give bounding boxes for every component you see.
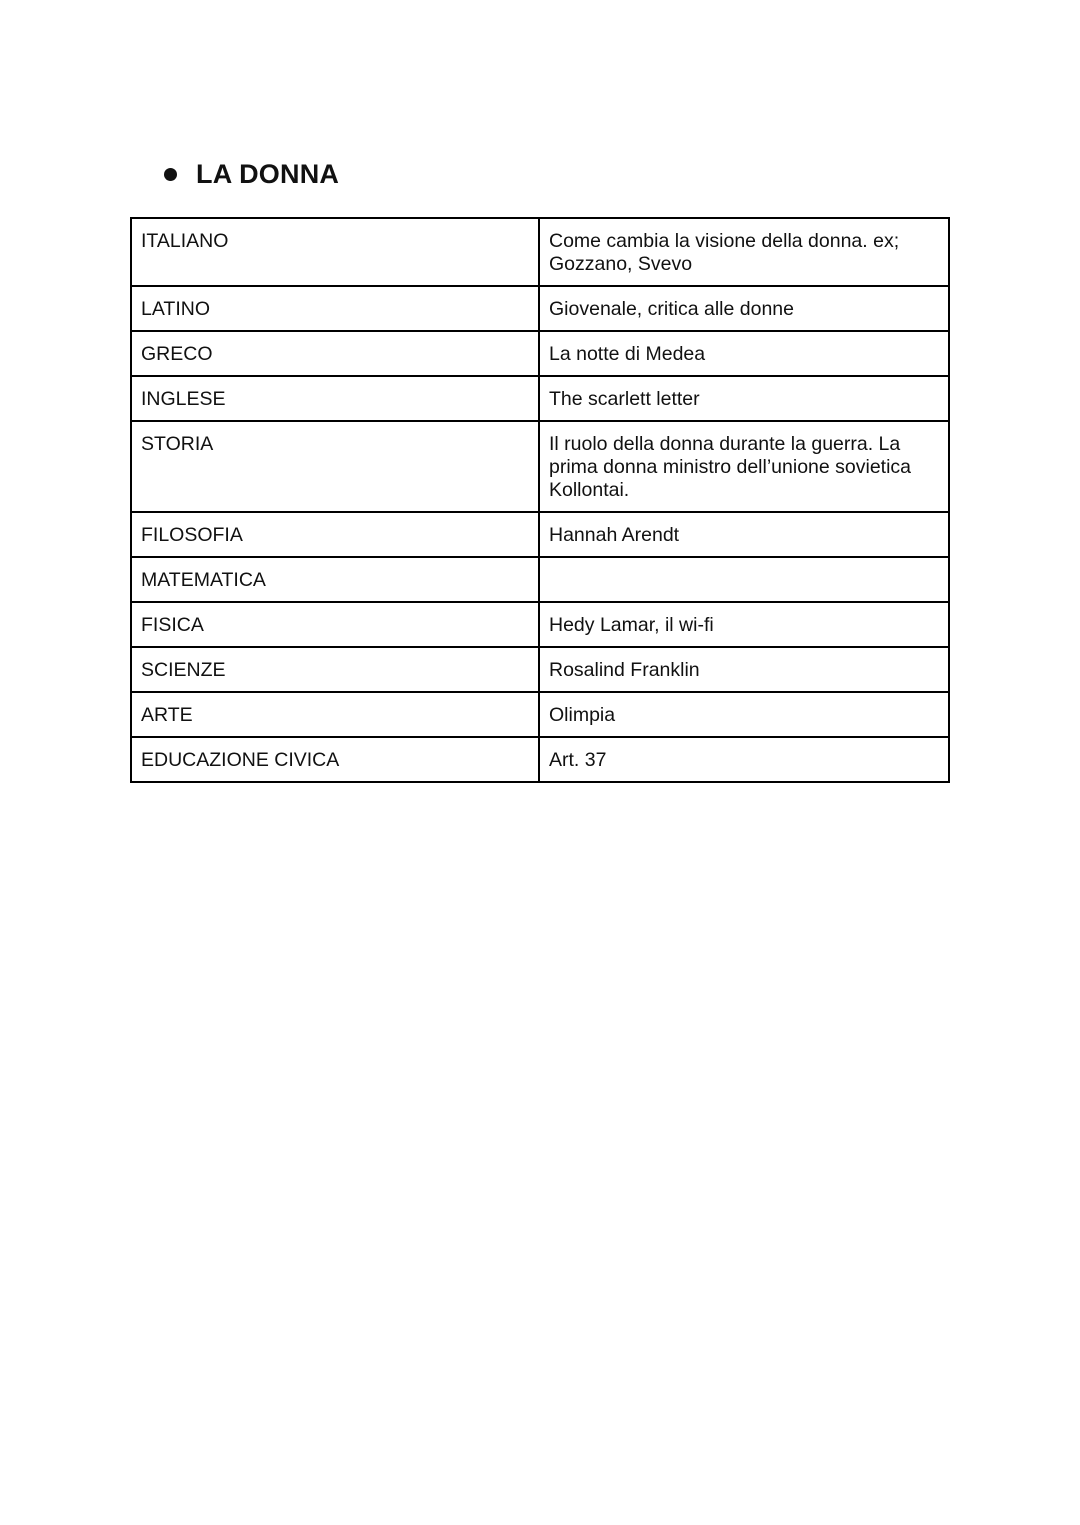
- subject-cell: FILOSOFIA: [131, 512, 539, 557]
- heading-title: LA DONNA: [196, 158, 340, 189]
- subjects-table-body: [131, 218, 949, 782]
- section-heading: [164, 154, 339, 194]
- table-row: [131, 421, 949, 512]
- subject-cell: GRECO: [131, 331, 539, 376]
- subjects-table: [130, 217, 950, 783]
- content-cell: Hannah Arendt: [539, 512, 949, 557]
- content-cell: Il ruolo della donna durante la guerra. La prima donna ministro dell’unione sovietica Kollontai.: [539, 421, 949, 512]
- content-cell: Come cambia la visione della donna. ex; Gozzano, Svevo: [539, 218, 949, 286]
- table-row: [131, 376, 949, 421]
- content-cell: Hedy Lamar, il wi-fi: [539, 602, 949, 647]
- content-cell: Olimpia: [539, 692, 949, 737]
- subject-cell: EDUCAZIONE CIVICA: [131, 737, 539, 782]
- content-cell: La notte di Medea: [539, 331, 949, 376]
- subject-cell: SCIENZE: [131, 647, 539, 692]
- subject-cell: FISICA: [131, 602, 539, 647]
- table-row: [131, 602, 949, 647]
- content-cell: The scarlett letter: [539, 376, 949, 421]
- subject-cell: LATINO: [131, 286, 539, 331]
- content-cell: Rosalind Franklin: [539, 647, 949, 692]
- table-row: [131, 557, 949, 602]
- subject-cell: INGLESE: [131, 376, 539, 421]
- table-row: [131, 692, 949, 737]
- table-row: [131, 286, 949, 331]
- subject-cell: MATEMATICA: [131, 557, 539, 602]
- bullet-icon: [164, 168, 177, 181]
- content-cell: [539, 557, 949, 602]
- subject-cell: ARTE: [131, 692, 539, 737]
- table-row: [131, 512, 949, 557]
- subject-cell: ITALIANO: [131, 218, 539, 286]
- table-row: [131, 218, 949, 286]
- content-cell: Giovenale, critica alle donne: [539, 286, 949, 331]
- table-row: [131, 331, 949, 376]
- subject-cell: STORIA: [131, 421, 539, 512]
- table-row: [131, 647, 949, 692]
- content-cell: Art. 37: [539, 737, 949, 782]
- table-row: [131, 737, 949, 782]
